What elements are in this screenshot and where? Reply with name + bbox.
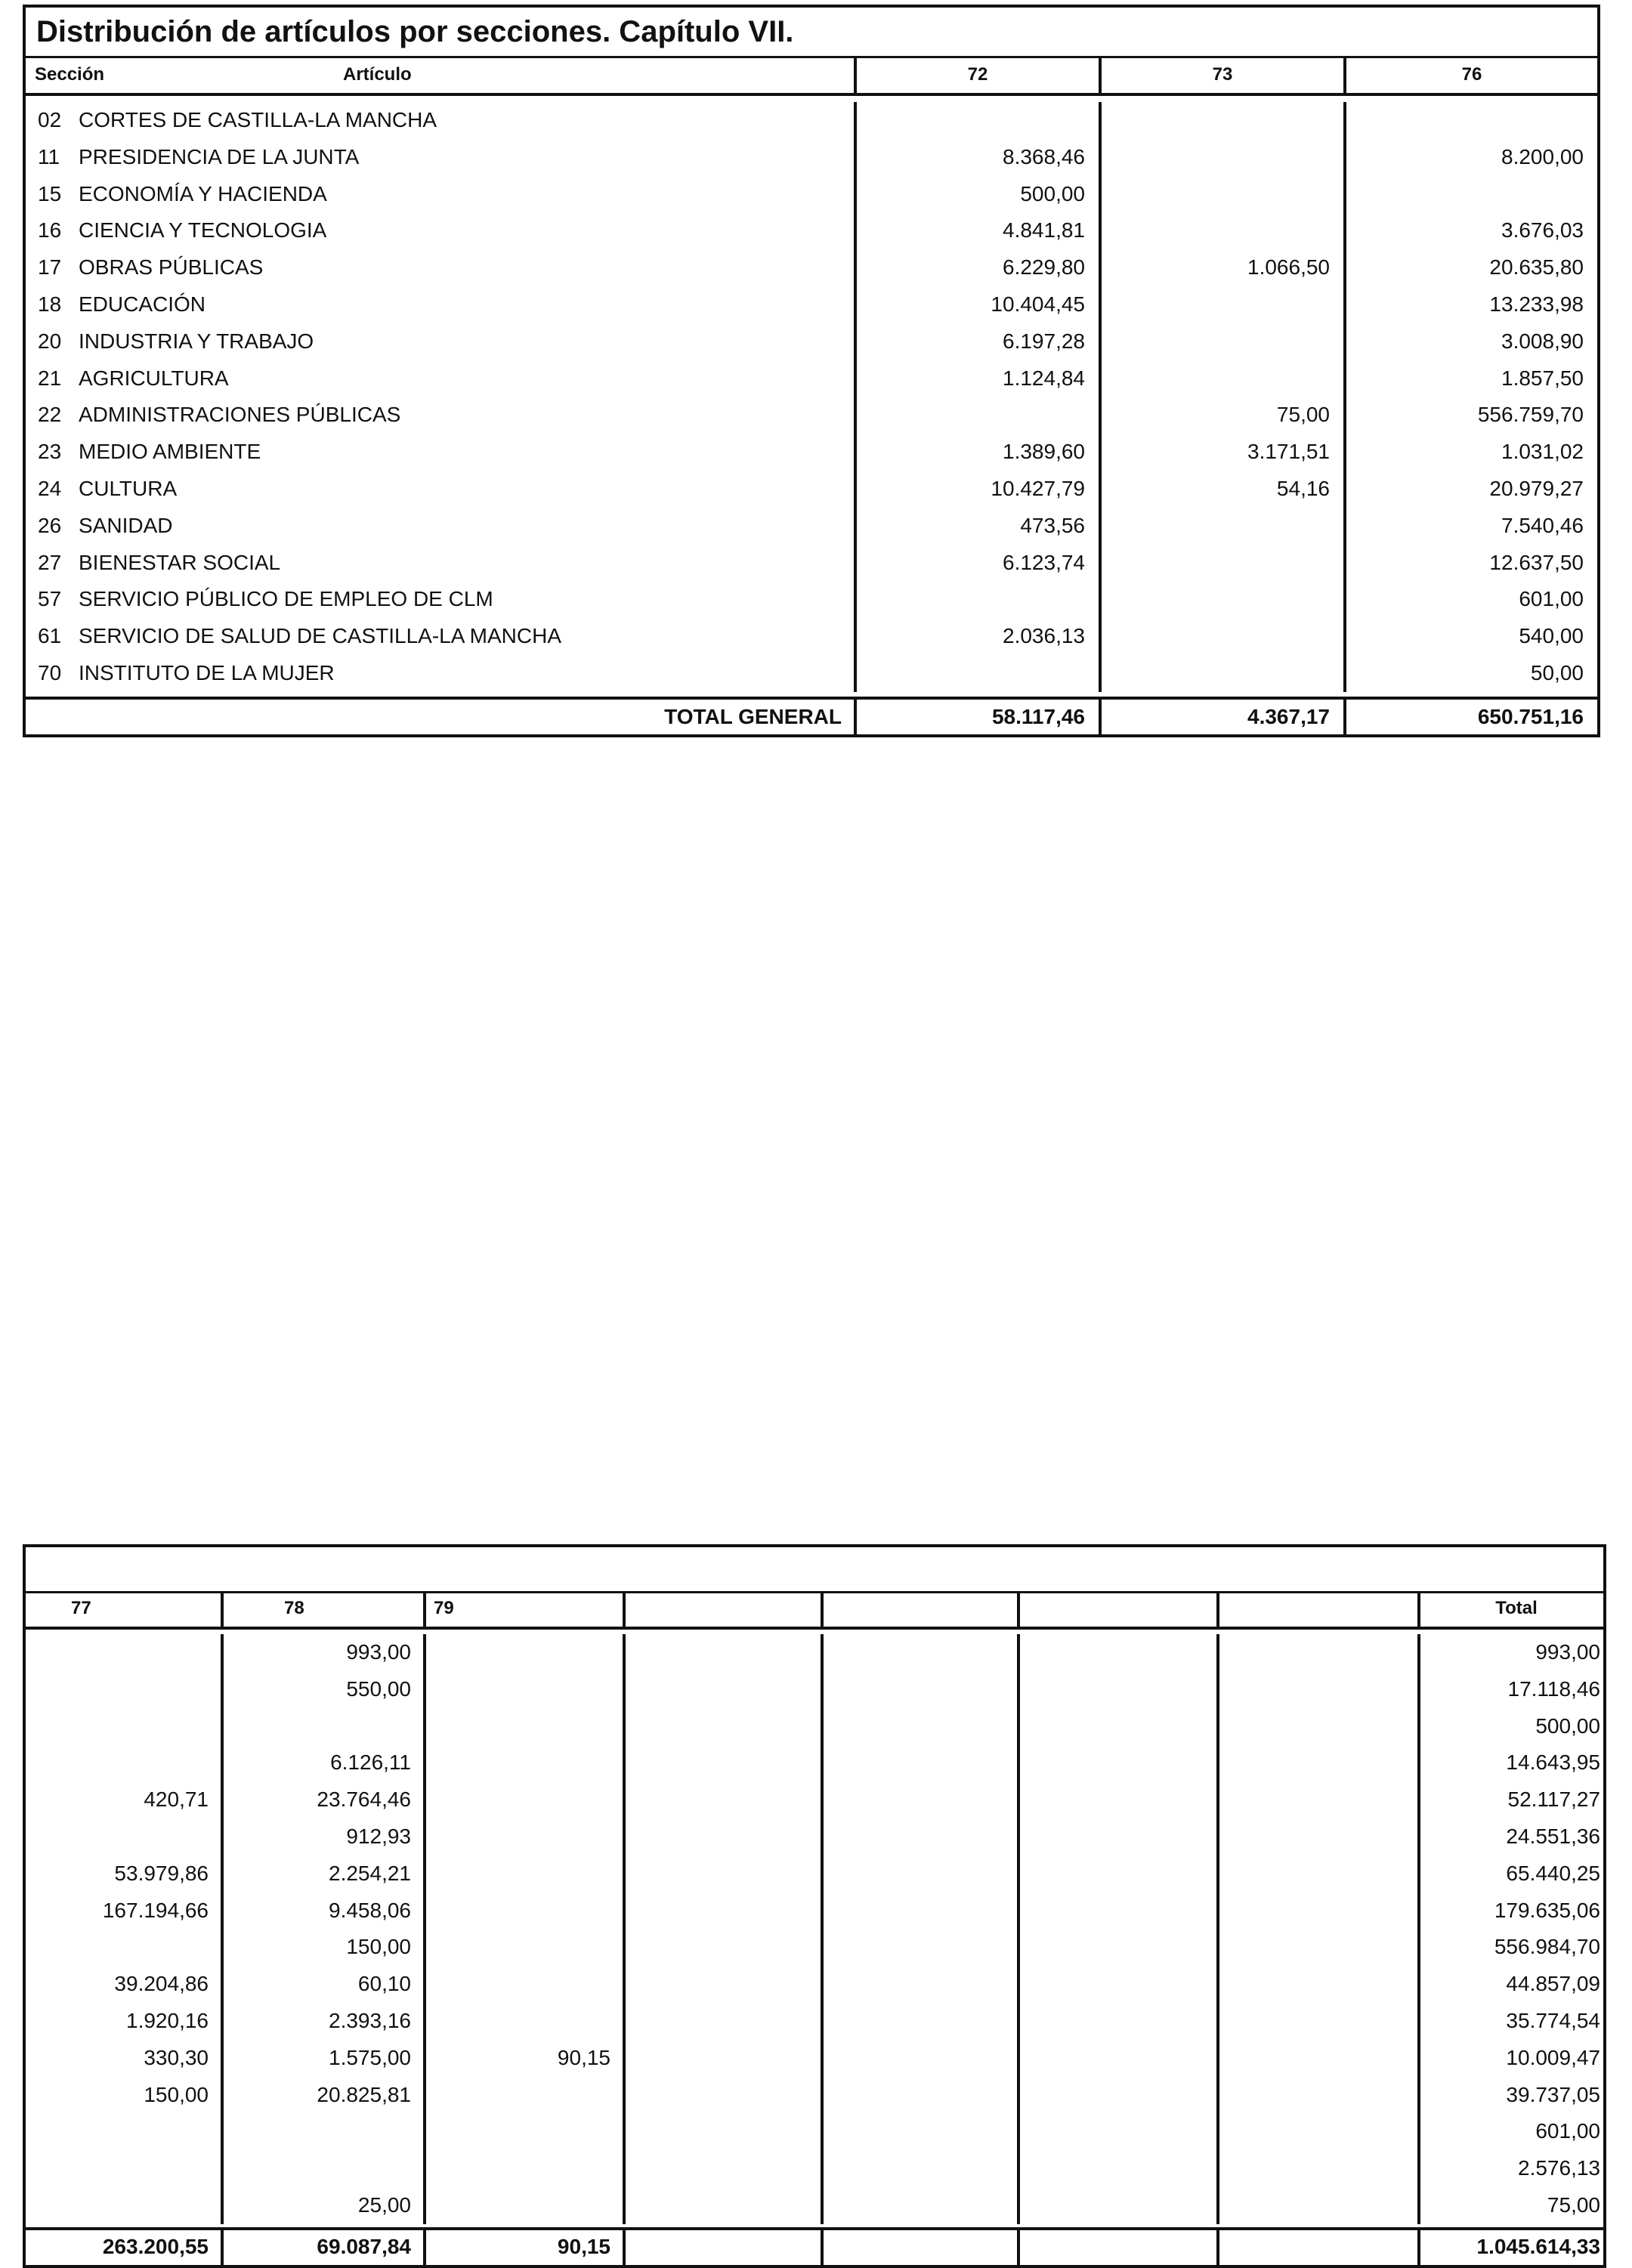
header-empty-2 xyxy=(821,1593,1017,1627)
cell-total: 17.118,46 xyxy=(1507,1676,1600,1701)
cell-73 xyxy=(1102,655,1343,692)
cell-76: 12.637,50 xyxy=(1489,550,1584,574)
cell-79 xyxy=(426,2003,623,2040)
col-72-values xyxy=(854,102,1099,692)
cell-total: 993,00 xyxy=(1535,1640,1600,1664)
header-col-78: 78 xyxy=(221,1593,423,1627)
cell-73: 54,16 xyxy=(1276,476,1330,500)
col-73-values xyxy=(1099,102,1343,692)
section-code: 61 xyxy=(38,624,62,648)
cell-total: 39.737,05 xyxy=(1506,2082,1600,2106)
cell-77: 39.204,86 xyxy=(114,1972,209,1996)
cell-72: 473,56 xyxy=(1020,513,1085,537)
total-76: 650.751,16 xyxy=(1343,700,1597,734)
cell-79 xyxy=(426,2113,623,2150)
cell-72: 2.036,13 xyxy=(1003,624,1085,648)
table-row xyxy=(26,545,854,582)
articles-table-bottom xyxy=(23,1544,1606,2268)
cell-76 xyxy=(1346,102,1597,139)
cell-72 xyxy=(857,655,1099,692)
section-code: 23 xyxy=(38,440,62,464)
cell-77 xyxy=(26,1634,221,1671)
table-row xyxy=(26,323,854,360)
cell-total: 14.643,95 xyxy=(1506,1750,1600,1775)
cell-76: 556.759,70 xyxy=(1477,403,1584,427)
total-79: 90,15 xyxy=(423,2230,623,2265)
cell-78: 2.254,21 xyxy=(329,1861,411,1885)
table-row xyxy=(26,581,854,618)
cell-72: 1.389,60 xyxy=(1003,440,1085,464)
cell-77: 167.194,66 xyxy=(102,1898,209,1922)
cell-total: 556.984,70 xyxy=(1494,1935,1600,1959)
header-col-72: 72 xyxy=(854,58,1099,93)
cell-79 xyxy=(426,1781,623,1818)
col-76-values xyxy=(1343,102,1597,692)
cell-77 xyxy=(26,1708,221,1745)
cell-73 xyxy=(1102,102,1343,139)
cell-77: 420,71 xyxy=(144,1788,209,1812)
cell-77: 330,30 xyxy=(144,2045,209,2069)
table1-total-row xyxy=(26,697,1597,734)
cell-77 xyxy=(26,1818,221,1855)
section-code: 11 xyxy=(38,144,60,168)
cell-78: 20.825,81 xyxy=(317,2082,411,2106)
cell-72: 4.841,81 xyxy=(1003,218,1085,243)
cell-78: 9.458,06 xyxy=(329,1898,411,1922)
table1-header xyxy=(26,58,1597,96)
cell-78: 60,10 xyxy=(357,1972,411,1996)
section-code: 70 xyxy=(38,660,62,684)
cell-73 xyxy=(1102,323,1343,360)
cell-77 xyxy=(26,2187,221,2224)
cell-79 xyxy=(426,1818,623,1855)
total-72: 58.117,46 xyxy=(854,700,1099,734)
section-name: OBRAS PÚBLICAS xyxy=(79,255,264,280)
header-col-79: 79 xyxy=(423,1593,623,1627)
section-name: SERVICIO DE SALUD DE CASTILLA-LA MANCHA xyxy=(79,624,561,648)
section-name: CORTES DE CASTILLA-LA MANCHA xyxy=(79,108,437,131)
blank-title-band xyxy=(26,1547,1603,1593)
section-name: ADMINISTRACIONES PÚBLICAS xyxy=(79,403,401,427)
cell-78 xyxy=(224,2113,423,2150)
cell-73 xyxy=(1102,508,1343,545)
table-row xyxy=(26,139,854,176)
cell-72: 8.368,46 xyxy=(1003,144,1085,168)
cell-72 xyxy=(857,397,1099,434)
section-code: 27 xyxy=(38,550,62,574)
cell-76: 8.200,00 xyxy=(1501,144,1584,168)
header-seccion: Sección xyxy=(35,64,105,85)
table-row xyxy=(26,434,854,471)
total-77: 263.200,55 xyxy=(102,2234,209,2258)
table-row xyxy=(26,102,854,139)
cell-79 xyxy=(426,1744,623,1781)
section-name: CIENCIA Y TECNOLOGIA xyxy=(79,218,327,243)
cell-77 xyxy=(26,1929,221,1966)
cell-72: 1.124,84 xyxy=(1003,366,1085,390)
cell-total: 179.635,06 xyxy=(1494,1898,1600,1922)
section-code: 24 xyxy=(38,476,62,500)
table2-body xyxy=(26,1630,1603,2227)
section-code: 16 xyxy=(38,218,62,243)
section-name: INSTITUTO DE LA MUJER xyxy=(79,660,335,684)
table-row xyxy=(26,508,854,545)
cell-76 xyxy=(1346,176,1597,213)
cell-73 xyxy=(1102,581,1343,618)
cell-73 xyxy=(1102,545,1343,582)
cell-total: 35.774,54 xyxy=(1506,2008,1600,2032)
cell-73 xyxy=(1102,360,1343,397)
cell-73: 75,00 xyxy=(1276,403,1330,427)
cell-77 xyxy=(26,2150,221,2187)
cell-79 xyxy=(426,1893,623,1930)
cell-72: 6.229,80 xyxy=(1003,255,1085,280)
table-row xyxy=(26,397,854,434)
cell-total: 10.009,47 xyxy=(1506,2045,1600,2069)
table-row xyxy=(26,212,854,249)
section-code: 18 xyxy=(38,292,62,316)
articles-table-top xyxy=(23,5,1600,737)
table-row xyxy=(26,176,854,213)
header-articulo: Artículo xyxy=(343,64,412,85)
cell-73 xyxy=(1102,212,1343,249)
table-title: Distribución de artículos por secciones. Capítulo VII. xyxy=(26,8,1597,58)
section-code: 57 xyxy=(38,587,62,611)
cell-78: 912,93 xyxy=(346,1824,411,1848)
cell-79 xyxy=(426,1708,623,1745)
cell-77: 150,00 xyxy=(144,2082,209,2106)
header-empty-1 xyxy=(623,1593,821,1627)
cell-76: 50,00 xyxy=(1530,660,1584,684)
cell-72 xyxy=(857,581,1099,618)
cell-77 xyxy=(26,2113,221,2150)
cell-76: 601,00 xyxy=(1519,587,1584,611)
cell-total: 52.117,27 xyxy=(1507,1788,1600,1812)
cell-76: 3.676,03 xyxy=(1501,218,1584,243)
section-name: BIENESTAR SOCIAL xyxy=(79,550,281,574)
header-empty-3 xyxy=(1017,1593,1216,1627)
cell-79 xyxy=(426,2187,623,2224)
table-row xyxy=(26,360,854,397)
cell-76: 7.540,46 xyxy=(1501,513,1584,537)
cell-79 xyxy=(426,1966,623,2003)
total-73: 4.367,17 xyxy=(1099,700,1343,734)
cell-78: 25,00 xyxy=(357,2192,411,2217)
table-row xyxy=(26,655,854,692)
cell-77 xyxy=(26,1744,221,1781)
section-name: AGRICULTURA xyxy=(79,366,229,390)
section-code: 21 xyxy=(38,366,62,390)
total-78: 69.087,84 xyxy=(221,2230,423,2265)
cell-76: 20.979,27 xyxy=(1489,476,1584,500)
header-empty-4 xyxy=(1216,1593,1417,1627)
cell-72: 6.123,74 xyxy=(1003,550,1085,574)
table-row xyxy=(26,249,854,286)
cell-76: 1.857,50 xyxy=(1501,366,1584,390)
cell-76: 1.031,02 xyxy=(1501,440,1584,464)
cell-total: 601,00 xyxy=(1535,2119,1600,2143)
section-name: PRESIDENCIA DE LA JUNTA xyxy=(79,144,360,168)
header-col-73: 73 xyxy=(1099,58,1343,93)
section-column xyxy=(26,102,854,692)
cell-72: 500,00 xyxy=(1020,181,1085,205)
cell-73 xyxy=(1102,618,1343,655)
cell-73 xyxy=(1102,139,1343,176)
cell-77: 1.920,16 xyxy=(126,2008,209,2032)
cell-73 xyxy=(1102,286,1343,323)
empty-col-3 xyxy=(1017,1634,1216,2224)
cell-79 xyxy=(426,2150,623,2187)
cell-total: 75,00 xyxy=(1547,2192,1600,2217)
cell-79 xyxy=(426,1634,623,1671)
section-code: 15 xyxy=(38,181,62,205)
table-row xyxy=(26,618,854,655)
table1-body xyxy=(26,96,1597,697)
cell-79 xyxy=(426,2077,623,2114)
cell-79 xyxy=(426,1671,623,1708)
cell-78: 6.126,11 xyxy=(330,1750,411,1775)
cell-72: 6.197,28 xyxy=(1003,329,1085,353)
cell-total: 24.551,36 xyxy=(1506,1824,1600,1848)
section-name: INDUSTRIA Y TRABAJO xyxy=(79,329,314,353)
section-name: CULTURA xyxy=(79,476,178,500)
header-col-76: 76 xyxy=(1343,58,1597,93)
section-name: SERVICIO PÚBLICO DE EMPLEO DE CLM xyxy=(79,587,493,611)
cell-72: 10.404,45 xyxy=(991,292,1085,316)
cell-77: 53.979,86 xyxy=(114,1861,209,1885)
cell-79 xyxy=(426,1929,623,1966)
empty-col-4 xyxy=(1216,1634,1417,2224)
col-78-values xyxy=(221,1634,423,2224)
cell-76: 540,00 xyxy=(1519,624,1584,648)
cell-78: 150,00 xyxy=(346,1935,411,1959)
section-code: 20 xyxy=(38,329,62,353)
header-col-77: 77 xyxy=(71,1598,91,1618)
section-code: 17 xyxy=(38,255,62,280)
empty-col-1 xyxy=(623,1634,821,2224)
cell-78: 1.575,00 xyxy=(329,2045,411,2069)
table2-total-row xyxy=(26,2227,1603,2265)
cell-72 xyxy=(857,102,1099,139)
cell-73: 1.066,50 xyxy=(1247,255,1330,280)
empty-col-2 xyxy=(821,1634,1017,2224)
cell-78: 993,00 xyxy=(346,1640,411,1664)
section-name: ECONOMÍA Y HACIENDA xyxy=(79,181,327,205)
table2-header xyxy=(26,1593,1603,1630)
cell-total: 2.576,13 xyxy=(1518,2156,1600,2180)
cell-78: 23.764,46 xyxy=(317,1788,411,1812)
cell-78: 2.393,16 xyxy=(329,2008,411,2032)
header-total: Total xyxy=(1417,1593,1612,1627)
cell-73: 3.171,51 xyxy=(1247,440,1330,464)
section-name: EDUCACIÓN xyxy=(79,292,206,316)
cell-total: 65.440,25 xyxy=(1506,1861,1600,1885)
cell-total: 44.857,09 xyxy=(1506,1972,1600,1996)
col-79-values xyxy=(423,1634,623,2224)
section-code: 22 xyxy=(38,403,62,427)
grand-total: 1.045.614,33 xyxy=(1417,2230,1612,2265)
table-row xyxy=(26,286,854,323)
section-code: 02 xyxy=(38,108,62,131)
cell-76: 13.233,98 xyxy=(1489,292,1584,316)
cell-73 xyxy=(1102,176,1343,213)
col-77-values xyxy=(26,1634,221,2224)
cell-78 xyxy=(224,2150,423,2187)
cell-76: 3.008,90 xyxy=(1501,329,1584,353)
cell-79: 90,15 xyxy=(557,2045,610,2069)
section-name: MEDIO AMBIENTE xyxy=(79,440,261,464)
cell-78: 550,00 xyxy=(346,1676,411,1701)
cell-77 xyxy=(26,1671,221,1708)
total-column-values xyxy=(1417,1634,1612,2224)
cell-79 xyxy=(426,1855,623,1893)
cell-78 xyxy=(224,1708,423,1745)
table-row xyxy=(26,471,854,508)
section-name: SANIDAD xyxy=(79,513,173,537)
cell-72: 10.427,79 xyxy=(991,476,1085,500)
section-code: 26 xyxy=(38,513,62,537)
total-label: TOTAL GENERAL xyxy=(664,704,842,728)
cell-total: 500,00 xyxy=(1535,1713,1600,1738)
cell-76: 20.635,80 xyxy=(1489,255,1584,280)
